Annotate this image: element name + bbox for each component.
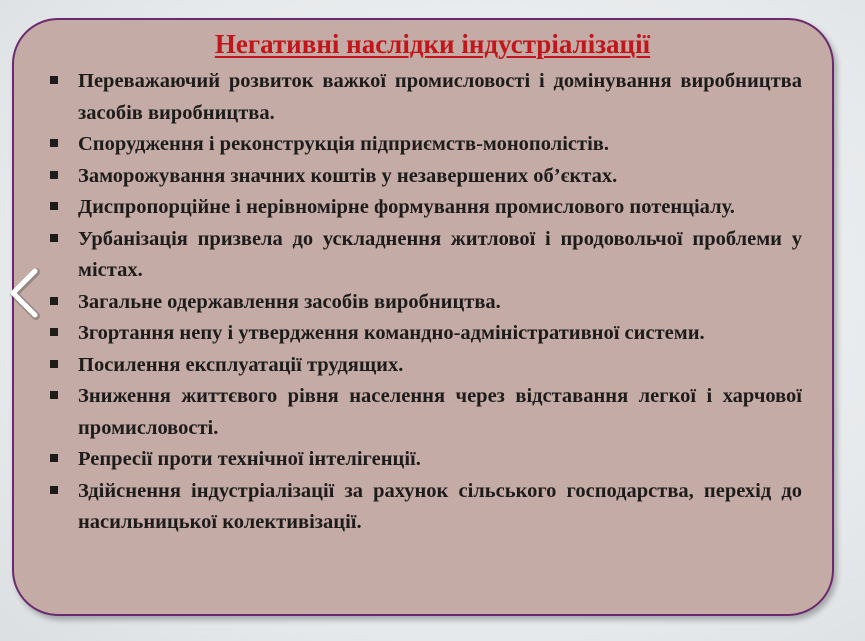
slide-title-text: Негативні наслідки індустріалізації [214, 29, 651, 59]
square-bullet-icon [50, 360, 58, 368]
square-bullet-icon [50, 328, 58, 336]
list-item [50, 444, 802, 476]
square-bullet-icon [50, 234, 58, 242]
square-bullet-icon [50, 297, 58, 305]
list-item-text: Заморожування значних коштів у незавершених об’єктах. [78, 164, 618, 187]
list-item-text: Переважаючий розвиток важкої промисловості і домінування виробництва засобів виробництва. [78, 70, 802, 124]
slide-title [0, 26, 865, 62]
list-item [50, 129, 802, 161]
square-bullet-icon [50, 139, 58, 147]
list-item [50, 350, 802, 382]
list-item-text: Урбанізація призвела до ускладнення житлової і продовольчої проблеми у містах. [78, 227, 802, 281]
square-bullet-icon [50, 391, 58, 399]
chevron-left-icon [2, 262, 48, 326]
list-item-text: Зниження життєвого рівня населення через відставання легкої і харчової промисловості. [78, 385, 802, 439]
list-item-text: Репресії проти технічної інтелігенції. [78, 448, 421, 470]
square-bullet-icon [50, 76, 58, 84]
square-bullet-icon [50, 454, 58, 462]
square-bullet-icon [50, 486, 58, 494]
square-bullet-icon [50, 202, 58, 210]
list-item [50, 224, 802, 287]
previous-slide-button[interactable] [2, 262, 48, 326]
list-item-text: Здійснення індустріалізації за рахунок сільського господарства, перехід до насильницької колективізації. [78, 479, 802, 533]
list-item [50, 381, 802, 444]
list-item [50, 161, 802, 193]
list-item [50, 66, 802, 129]
list-item [50, 476, 802, 539]
list-item [50, 192, 802, 224]
list-item-text: Спорудження і реконструкція підприємств-монополістів. [78, 133, 609, 155]
list-item-text: Посилення експлуатації трудящих. [78, 353, 404, 376]
list-item-text: Диспропорційне і нерівномірне формування промислового потенціалу. [78, 196, 735, 218]
consequences-list [50, 66, 802, 539]
list-item-text: Загальне одержавлення засобів виробництва. [78, 290, 501, 313]
list-item [50, 287, 802, 319]
square-bullet-icon [50, 171, 58, 179]
list-item [50, 318, 802, 350]
list-item-text: Згортання непу і утвердження командно-адміністративної системи. [78, 322, 705, 344]
